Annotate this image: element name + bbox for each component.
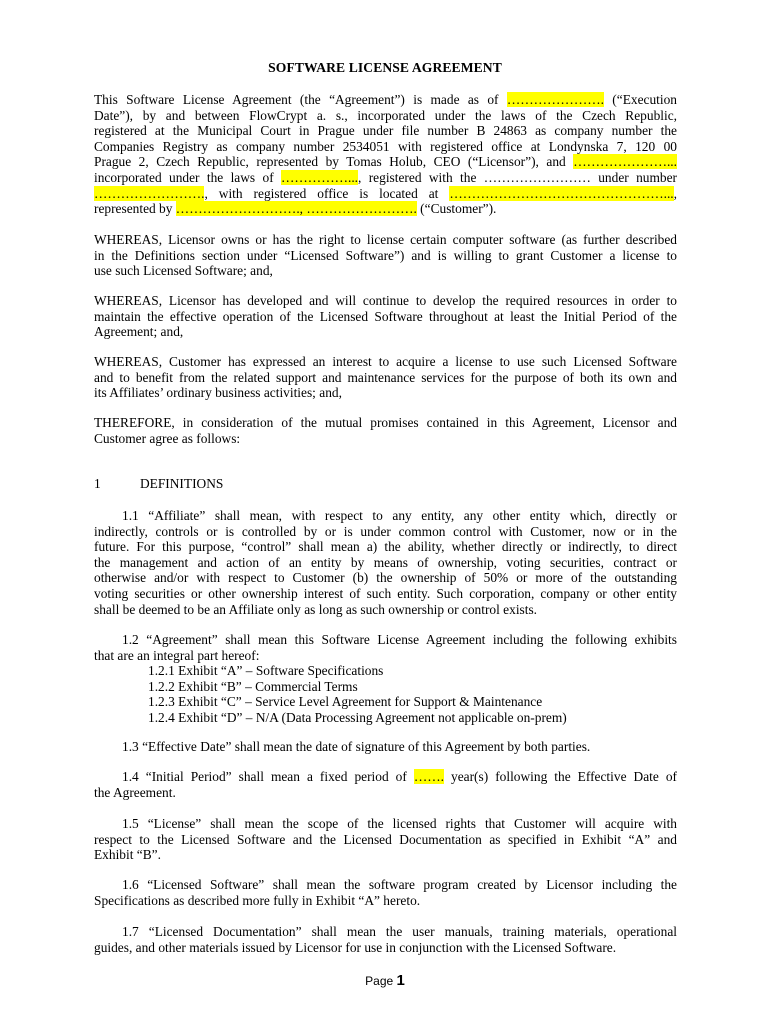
therefore-line: THEREFORE, in consideration of the mutual promises contained in this Agreement, Licensor and bbox=[94, 415, 677, 430]
definition-line: 1.6 “Licensed Software” shall mean the software program created by Licensor including the bbox=[122, 877, 677, 892]
definition-line: that are an integral part hereof: bbox=[94, 647, 260, 663]
preamble-line-7 bbox=[94, 186, 677, 202]
preamble-line-6 bbox=[94, 170, 677, 186]
page-number: 1 bbox=[396, 972, 405, 989]
definition-text: 1.4 “Initial Period” shall mean a fixed period of bbox=[122, 769, 414, 784]
whereas-paragraph-2 bbox=[94, 293, 677, 340]
preamble-line-4: Companies Registry as company number 2534051 with registered office at Londynska 7, 120 00 bbox=[94, 138, 677, 154]
definition-line: shall be deemed to be an Affiliate only as long as such ownership or control exists. bbox=[94, 601, 538, 617]
registered-office-blank: …………………………………………... bbox=[449, 185, 674, 201]
page-footer bbox=[0, 972, 770, 989]
whereas-line: WHEREAS, Licensor has developed and will continue to develop the required resources in order to bbox=[94, 293, 677, 308]
initial-period-blank: ……. bbox=[413, 769, 444, 784]
definition-line: indirectly, controls or is controlled by or is under common control with Customer, now or in the bbox=[94, 523, 677, 539]
exhibit-item: 1.2.3 Exhibit “C” – Service Level Agreement for Support & Maintenance bbox=[148, 694, 543, 710]
preamble-line-1 bbox=[94, 92, 677, 108]
document-title: SOFTWARE LICENSE AGREEMENT bbox=[268, 60, 502, 75]
definition-line: voting securities or other ownership interest of such entity. Such corporation, company or other entity bbox=[94, 585, 677, 601]
definition-1-7 bbox=[94, 924, 677, 955]
definition-line: 1.2 “Agreement” shall mean this Software License Agreement including the following exhibits bbox=[122, 632, 677, 647]
whereas-paragraph-1 bbox=[94, 232, 677, 279]
definition-1-1 bbox=[94, 508, 677, 617]
definition-1-5 bbox=[94, 816, 677, 863]
definition-line bbox=[94, 769, 677, 785]
definition-line: respect to the Licensed Software and the Licensed Documentation as specified in Exhibit “A” and bbox=[94, 831, 677, 847]
whereas-line: Agreement; and, bbox=[94, 324, 184, 340]
therefore-paragraph bbox=[94, 415, 677, 446]
representative-blank: ………………………., ……………………. bbox=[175, 201, 417, 217]
whereas-paragraph-3 bbox=[94, 354, 677, 401]
preamble-text: , registered with the …………………… under number bbox=[358, 169, 677, 185]
whereas-line: in the Definitions section under “Licensed Software”) and is willing to grant Customer a license to bbox=[94, 247, 677, 263]
execution-date-blank: …………………. bbox=[506, 92, 604, 107]
definition-line: 1.7 “Licensed Documentation” shall mean the user manuals, training materials, operational bbox=[122, 924, 677, 939]
definition-line: otherwise and/or with respect to Customer (b) the ownership of 50% or more of the outstanding bbox=[94, 570, 677, 586]
preamble-text: represented by bbox=[94, 201, 176, 217]
therefore-line: Customer agree as follows: bbox=[94, 430, 241, 446]
definition-1-4 bbox=[94, 769, 677, 800]
whereas-line: its Affiliates’ ordinary business activities; and, bbox=[94, 385, 342, 401]
preamble-text: , bbox=[673, 185, 677, 201]
preamble-text: (“Customer”). bbox=[416, 201, 497, 217]
exhibit-item: 1.2.4 Exhibit “D” – N/A (Data Processing Agreement not applicable on-prem) bbox=[148, 709, 567, 725]
definition-1-6 bbox=[94, 877, 677, 908]
preamble-text: This Software License Agreement (the “Agreement”) is made as of bbox=[94, 92, 507, 107]
preamble-text: incorporated under the laws of bbox=[94, 169, 282, 185]
preamble-line-8 bbox=[94, 201, 677, 217]
section-heading-definitions bbox=[94, 476, 223, 492]
definition-line: 1.5 “License” shall mean the scope of the licensed rights that Customer will acquire with bbox=[122, 816, 677, 831]
definition-1-2 bbox=[94, 632, 677, 726]
section-title: DEFINITIONS bbox=[140, 476, 224, 491]
preamble-paragraph bbox=[94, 92, 677, 217]
definition-1-3 bbox=[94, 739, 677, 755]
preamble-text: Prague 2, Czech Republic, represented by Tomas Holub, CEO (“Licensor”), and bbox=[94, 154, 574, 170]
page-label: Page bbox=[365, 974, 394, 988]
exhibit-item: 1.2.1 Exhibit “A” – Software Specifications bbox=[148, 663, 384, 679]
customer-jurisdiction-blank: ……………... bbox=[281, 169, 359, 185]
definition-text: year(s) following the Effective Date of bbox=[444, 769, 677, 784]
definition-line: Exhibit “B”. bbox=[94, 847, 161, 863]
definition-line: the Agreement. bbox=[94, 784, 176, 800]
definition-line: guides, and other materials issued by Licensor for use in conjunction with the Licensed Software. bbox=[94, 939, 617, 955]
registration-number-blank: ……………………. bbox=[94, 185, 205, 201]
preamble-line-2: Date”), by and between FlowCrypt a. s., incorporated under the laws of the Czech Republic, bbox=[94, 107, 677, 123]
whereas-line: use such Licensed Software; and, bbox=[94, 263, 273, 279]
definition-line: 1.3 “Effective Date” shall mean the date of signature of this Agreement by both parties. bbox=[122, 739, 591, 754]
preamble-text: (“Execution bbox=[603, 92, 677, 107]
whereas-line: and to benefit from the related support and maintenance services for the purpose of both its own and bbox=[94, 369, 677, 385]
preamble-line-3: registered at the Municipal Court in Prague under file number B 24863 as company number the bbox=[94, 123, 677, 139]
whereas-line: WHEREAS, Customer has expressed an interest to acquire a license to use such Licensed Software bbox=[94, 354, 677, 369]
exhibit-item: 1.2.2 Exhibit “B” – Commercial Terms bbox=[148, 678, 358, 694]
preamble-text: , with registered office is located at bbox=[204, 185, 450, 201]
definition-line: 1.1 “Affiliate” shall mean, with respect to any entity, any other entity which, directly or bbox=[122, 508, 677, 523]
whereas-line: maintain the effective operation of the Licensed Software throughout at least the Initial Period of the bbox=[94, 308, 677, 324]
definition-line: Specifications as described more fully in Exhibit “A” hereto. bbox=[94, 892, 421, 908]
preamble-line-5 bbox=[94, 154, 677, 170]
definition-line: the management and action of an entity by means of ownership, voting securities, contract or bbox=[94, 554, 677, 570]
section-number: 1 bbox=[94, 476, 101, 491]
definition-line: future. For this purpose, “control” shall mean a) the ability, whether directly or indirectly, to direct bbox=[94, 539, 677, 555]
whereas-line: WHEREAS, Licensor owns or has the right to license certain computer software (as further described bbox=[94, 232, 677, 247]
customer-name-blank: …………………... bbox=[573, 154, 677, 170]
